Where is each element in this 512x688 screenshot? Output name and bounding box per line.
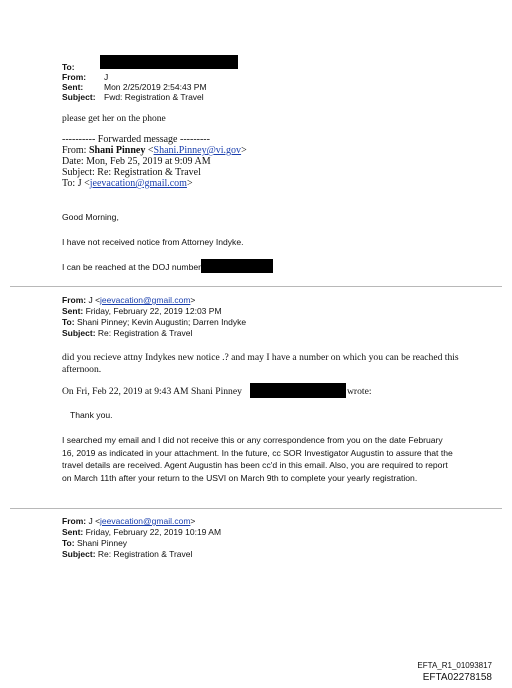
forwarded-to-gt: > xyxy=(186,178,193,189)
quote-prefix: On Fri, Feb 22, 2019 at 9:43 AM Shani Pinney xyxy=(62,386,242,397)
message-2-subject-value: Re: Registration & Travel xyxy=(95,328,193,338)
message-3-to xyxy=(62,538,127,548)
subject-row xyxy=(62,92,204,102)
forwarded-subject: Subject: Re: Registration & Travel xyxy=(62,167,201,178)
message-2-subject xyxy=(62,328,192,338)
to-row xyxy=(62,62,104,72)
body-intro: please get her on the phone xyxy=(62,114,166,124)
message-3-from-email-link[interactable]: jeevacation@gmail.com xyxy=(100,516,191,526)
message-2-subject-label: Subject: xyxy=(62,328,96,338)
forwarded-from-email-link[interactable]: Shani.Pinney@vi.gov xyxy=(153,145,242,156)
to-label: To: xyxy=(62,62,75,72)
message-2-from xyxy=(62,295,195,305)
message-2-body: did you recieve attny Indykes new notice .? and may I have a number on which you can be reached this afternoon. xyxy=(62,352,459,375)
sent-row xyxy=(62,82,207,92)
forwarded-to-email-link[interactable]: jeevacation@gmail.com xyxy=(89,178,187,189)
message-3-from-name: J < xyxy=(86,516,101,526)
from-label: From: xyxy=(62,72,87,82)
message-3-from-gt: > xyxy=(190,516,196,526)
message-3-from-label: From: xyxy=(62,516,87,526)
subject-label: Subject: xyxy=(62,92,96,102)
message-2-from-gt: > xyxy=(190,295,196,305)
message-2-to-label: To: xyxy=(62,317,75,327)
subject-value: Fwd: Registration & Travel xyxy=(104,92,204,102)
message-2-paragraph: I searched my email and I did not receive this or any correspondence from you on the date February 16, 2019 as indicated in your attachment. In the future, cc SOR Investigator Augustin to assure that the travel details are received. Agent Augustin has been cc'd in this email. Also, you are required to report on March 11th after your return to the USVI on March 9th to complete your yearly registration. xyxy=(62,435,453,483)
message-3-sent-value: Friday, February 22, 2019 10:19 AM xyxy=(83,527,222,537)
forwarded-from-name: Shani Pinney xyxy=(88,145,146,156)
message-2-to-value: Shani Pinney; Kevin Augustin; Darren Indyke xyxy=(74,317,247,327)
message-3-from xyxy=(62,516,195,526)
redaction-block xyxy=(250,383,346,398)
forwarded-to xyxy=(62,178,193,190)
bates-number-1: EFTA_R1_01093817 xyxy=(417,661,492,670)
message-3-to-value: Shani Pinney xyxy=(74,538,128,548)
message-2-from-label: From: xyxy=(62,295,87,305)
message-1-line-1: I have not received notice from Attorney Indyke. xyxy=(62,237,244,247)
thanks: Thank you. xyxy=(70,410,113,420)
forwarded-divider: ---------- Forwarded message --------- xyxy=(62,134,210,145)
message-2-sent xyxy=(62,306,222,316)
message-2-from-name: J < xyxy=(86,295,101,305)
message-3-subject-label: Subject: xyxy=(62,549,96,559)
message-1-line-2: I can be reached at the DOJ number xyxy=(62,262,202,272)
forwarded-to-prefix: To: J < xyxy=(62,178,90,189)
message-2-from-email-link[interactable]: jeevacation@gmail.com xyxy=(100,295,191,305)
forwarded-from-gt: > xyxy=(241,145,247,156)
message-2-sent-label: Sent: xyxy=(62,306,84,316)
greeting: Good Morning, xyxy=(62,212,119,222)
sent-label: Sent: xyxy=(62,82,84,92)
from-value: J xyxy=(104,72,109,82)
message-3-to-label: To: xyxy=(62,538,75,548)
forwarded-from-prefix: From: xyxy=(62,145,89,156)
from-row xyxy=(62,72,108,82)
message-3-sent-label: Sent: xyxy=(62,527,84,537)
message-3-subject-value: Re: Registration & Travel xyxy=(95,549,193,559)
forwarded-from-lt: < xyxy=(145,145,154,156)
message-2-to xyxy=(62,317,246,327)
redaction-block xyxy=(201,259,273,273)
bates-number-2: EFTA02278158 xyxy=(422,672,492,683)
forwarded-date: Date: Mon, Feb 25, 2019 at 9:09 AM xyxy=(62,156,211,167)
message-3-sent xyxy=(62,527,221,537)
divider xyxy=(10,508,502,509)
message-2-sent-value: Friday, February 22, 2019 12:03 PM xyxy=(83,306,222,316)
quote-suffix: wrote: xyxy=(347,386,372,397)
divider xyxy=(10,286,502,287)
redaction-block xyxy=(100,55,238,69)
message-3-subject xyxy=(62,549,192,559)
sent-value: Mon 2/25/2019 2:54:43 PM xyxy=(104,82,207,92)
